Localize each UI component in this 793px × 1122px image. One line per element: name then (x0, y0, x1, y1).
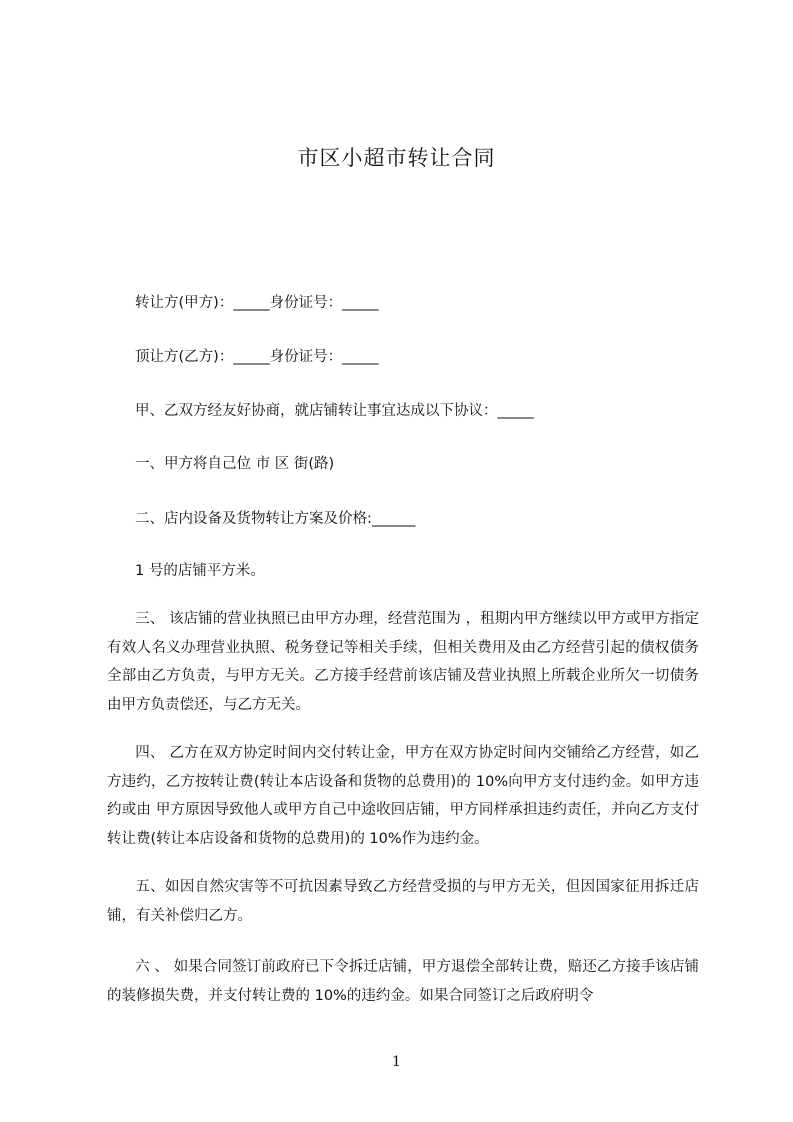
clause-5-paragraph (107, 873, 699, 930)
transferor-line: 转让方(甲方)：_____身份证号：_____ (135, 295, 379, 311)
clause-3-text: 三、 该店铺的营业执照已由甲方办理，经营范围为 ，租期内甲方继续以甲方或甲方指定有效人名义办理营业执照、税务登记等相关手续，但相关费用及由乙方经营引起的债权债务全部由乙方负责，与甲方无关。乙方接手经营前该店铺及营业执照上所载企业所欠一切债务由甲方负责偿还，与乙方无关。 (107, 611, 699, 713)
clause-4-paragraph (107, 739, 699, 853)
document-title: 市区小超市转让合同 (297, 146, 496, 170)
clause-3-paragraph (107, 605, 699, 719)
clause-6-text: 六 、 如果合同签订前政府已下令拆迁店铺，甲方退偿全部转让费，赔还乙方接手该店铺的装修损失费，并支付转让费的 10%的违约金。如果合同签订之后政府明令 (107, 959, 699, 1004)
transferee-line: 顶让方(乙方)：_____身份证号：_____ (135, 349, 379, 365)
agreement-intro-line: 甲、乙双方经友好协商，就店铺转让事宜达成以下协议：_____ (135, 403, 534, 419)
clause-5-text: 五、如因自然灾害等不可抗因素导致乙方经营受损的与甲方无关，但因国家征用拆迁店铺，有关补偿归乙方。 (107, 879, 699, 924)
page-number: 1 (392, 1054, 401, 1070)
clause-1-line: 一、甲方将自己位 市 区 街(路) (135, 456, 335, 472)
shop-number-line: 1 号的店铺平方米。 (135, 563, 265, 579)
clause-6-paragraph (107, 953, 699, 1010)
clause-2-line: 二、店内设备及货物转让方案及价格:______ (135, 511, 416, 527)
clause-4-text: 四、 乙方在双方协定时间内交付转让金，甲方在双方协定时间内交铺给乙方经营，如乙方违约，乙方按转让费(转让本店设备和货物的总费用)的 10%向甲方支付违约金。如甲方违约或由 甲方原因导致他人或甲方自己中途收回店铺，甲方同样承担违约责任，并向乙方支付转让费(转让本店设备和货物的总费用)的 10%作为违约金。 (107, 745, 699, 847)
